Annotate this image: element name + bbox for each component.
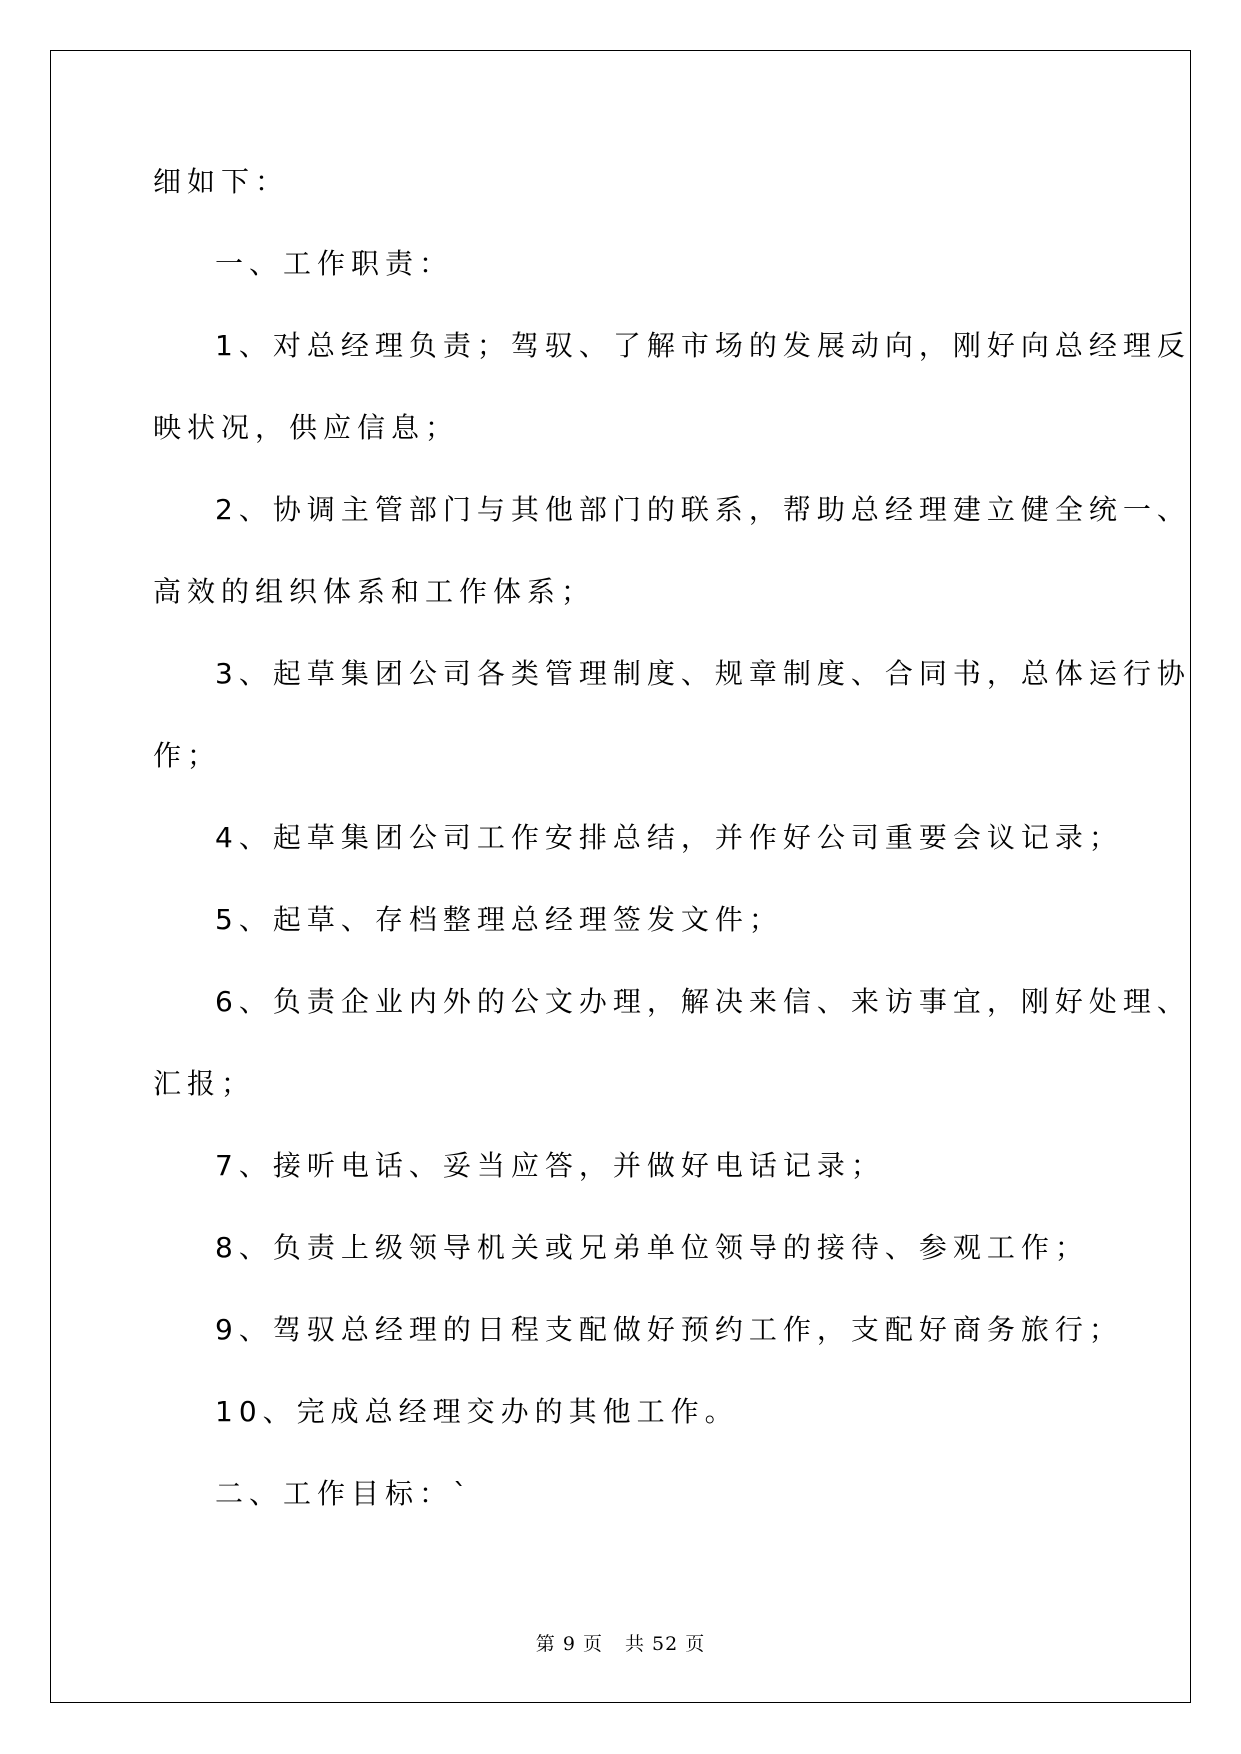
- list-item: 4、起草集团公司工作安排总结，并作好公司重要会议记录；: [215, 821, 1123, 854]
- list-item-continuation: 映状况，供应信息；: [153, 411, 460, 444]
- list-item: 10、完成总经理交办的其他工作。: [215, 1395, 739, 1428]
- document-body: [153, 165, 1191, 1559]
- list-item: 6、负责企业内外的公文办理，解决来信、来访事宜，刚好处理、: [215, 985, 1191, 1018]
- list-item: 7、接听电话、妥当应答，并做好电话记录；: [215, 1149, 885, 1182]
- list-item-continuation: 作；: [153, 739, 222, 772]
- list-item-continuation: 汇报；: [153, 1067, 256, 1100]
- list-item-continuation: 高效的组织体系和工作体系；: [153, 575, 596, 608]
- list-item: 1、对总经理负责；驾驭、了解市场的发展动向，刚好向总经理反: [215, 329, 1191, 362]
- list-item: 2、协调主管部门与其他部门的联系，帮助总经理建立健全统一、: [215, 493, 1191, 526]
- paragraph-line: 细如下：: [153, 165, 290, 198]
- page-number: 第 9 页: [535, 1633, 603, 1655]
- list-item: 3、起草集团公司各类管理制度、规章制度、合同书，总体运行协: [215, 657, 1191, 690]
- section-heading: 一、工作职责：: [215, 247, 454, 280]
- list-item: 9、驾驭总经理的日程支配做好预约工作，支配好商务旅行；: [215, 1313, 1123, 1346]
- section-heading: 二、工作目标：`: [215, 1477, 474, 1510]
- page-footer: [0, 1632, 1241, 1656]
- page-total: 共 52 页: [624, 1633, 706, 1655]
- list-item: 5、起草、存档整理总经理签发文件；: [215, 903, 783, 936]
- list-item: 8、负责上级领导机关或兄弟单位领导的接待、参观工作；: [215, 1231, 1089, 1264]
